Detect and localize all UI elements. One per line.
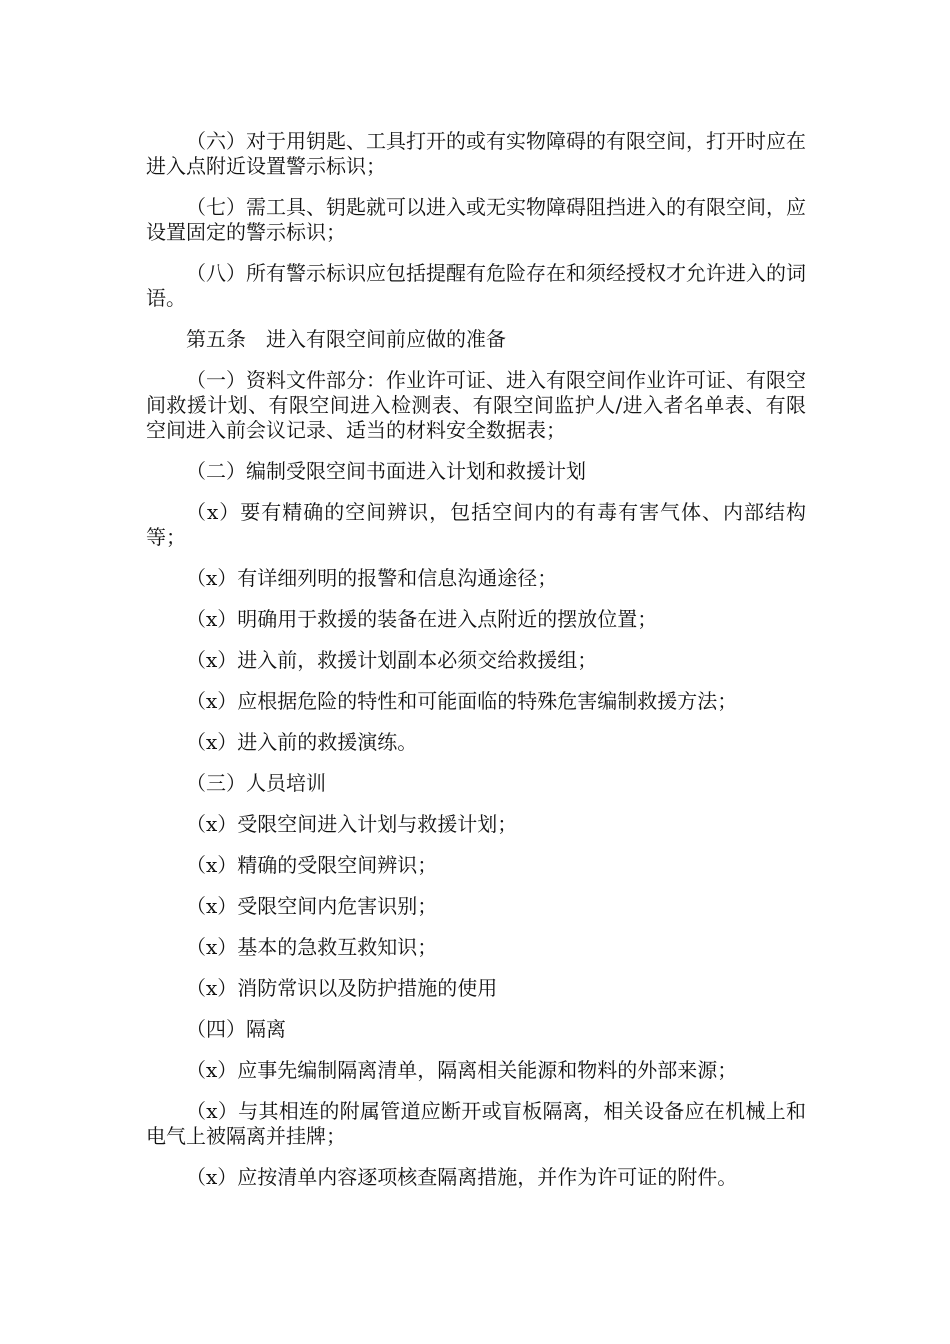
paragraph-training-heading: （三）人员培训 [186,771,326,795]
list-item: （x）精确的受限空间辨识； [186,853,438,877]
document-page [146,129,806,1206]
paragraph-item-eight: （八）所有警示标识应包括提醒有危险存在和须经授权才允许进入的词语。 [146,261,806,310]
list-item: （x）应事先编制隔离清单，隔离相关能源和物料的外部来源； [186,1058,738,1082]
list-item: （x）应按清单内容逐项核查隔离措施，并作为许可证的附件。 [186,1165,738,1189]
paragraph-item-seven: （七）需工具、钥匙就可以进入或无实物障碍阻挡进入的有限空间，应设置固定的警示标识； [146,195,806,244]
article-five-heading: 第五条 进入有限空间前应做的准备 [186,327,506,351]
paragraph-plan-heading: （二）编制受限空间书面进入计划和救援计划 [186,459,586,483]
list-item: （x）受限空间内危害识别； [186,894,438,918]
paragraph-item-six: （六）对于用钥匙、工具打开的或有实物障碍的有限空间，打开时应在进入点附近设置警示标识； [146,129,806,178]
list-item: （x）有详细列明的报警和信息沟通途径； [186,566,558,590]
paragraph-documents: （一）资料文件部分：作业许可证、进入有限空间作业许可证、有限空间救援计划、有限空间进入检测表、有限空间监护人/进入者名单表、有限空间进入前会议记录、适当的材料安全数据表； [146,368,806,442]
list-item: （x）与其相连的附属管道应断开或盲板隔离，相关设备应在机械上和电气上被隔离并挂牌； [146,1099,806,1148]
list-item: （x）明确用于救援的装备在进入点附近的摆放位置； [186,607,658,631]
list-item: （x）受限空间进入计划与救援计划； [186,812,518,836]
list-item: （x）基本的急救互救知识； [186,935,438,959]
list-item: （x）应根据危险的特性和可能面临的特殊危害编制救援方法； [186,689,738,713]
paragraph-isolation-heading: （四）隔离 [186,1017,286,1041]
list-item: （x）消防常识以及防护措施的使用 [186,976,498,1000]
list-item: （x）进入前的救援演练。 [186,730,418,754]
list-item: （x）进入前，救援计划副本必须交给救援组； [186,648,598,672]
list-item: （x）要有精确的空间辨识，包括空间内的有毒有害气体、内部结构等； [146,500,806,549]
